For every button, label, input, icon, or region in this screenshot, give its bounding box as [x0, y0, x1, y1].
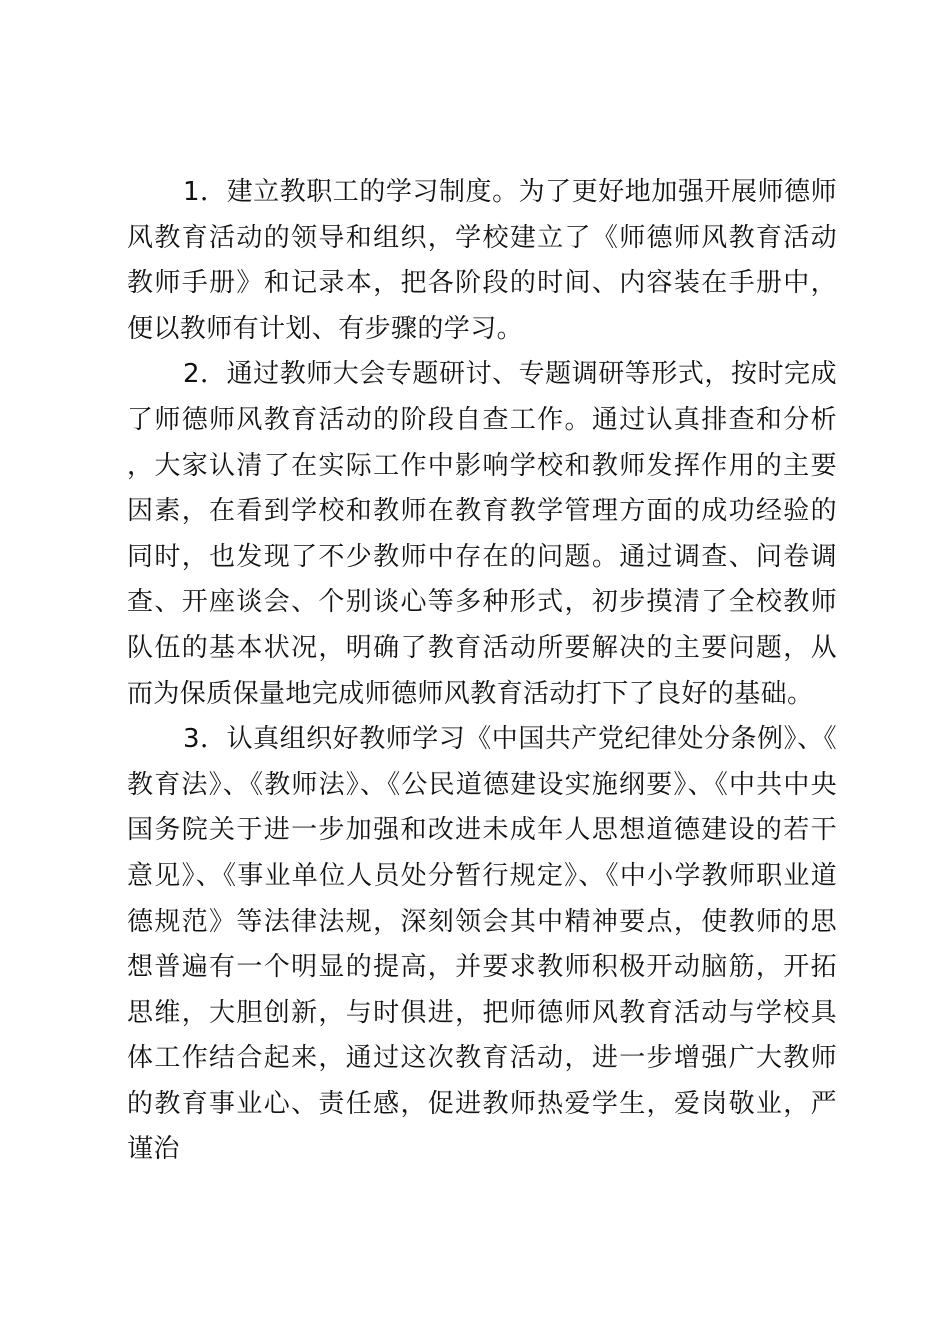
paragraph-3: 3．认真组织好教师学习《中国共产党纪律处分条例》、《教育法》、《教师法》、《公民道德建设实施纲要》、《中共中央国务院关于进一步加强和改进未成年人思想道德建设的若干意见》、《事业单位人员处分暂行规定》、《中小学教师职业道德规范》等法律法规，深刻领会其中精神要点，使教师的思想普遍有一个明显的提高，并要求教师积极开动脑筋，开拓思维，大胆创新，与时俱进，把师德师风教育活动与学校具体工作结合起来，通过这次教育活动，进一步增强广大教师的教育事业心、责任感，促进教师热爱学生，爱岗敬业，严谨治 [127, 724, 837, 1165]
paragraph-1: 1．建立教职工的学习制度。为了更好地加强开展师德师风教育活动的领导和组织，学校建立了《师德师风教育活动教师手册》和记录本，把各阶段的时间、内容装在手册中，便以教师有计划、有步骤的学习。 [127, 177, 837, 344]
paragraph-2: 2．通过教师大会专题研讨、专题调研等形式，按时完成了师德师风教育活动的阶段自查工作。通过认真排查和分析，大家认清了在实际工作中影响学校和教师发挥作用的主要因素，在看到学校和教师在教育教学管理方面的成功经验的同时，也发现了不少教师中存在的问题。通过调查、问卷调查、开座谈会、个别谈心等多种形式，初步摸清了全校教师队伍的基本状况，明确了教育活动所要解决的主要问题，从而为保质保量地完成师德师风教育活动打下了良好的基础。 [127, 359, 837, 709]
document-body [127, 170, 837, 1173]
